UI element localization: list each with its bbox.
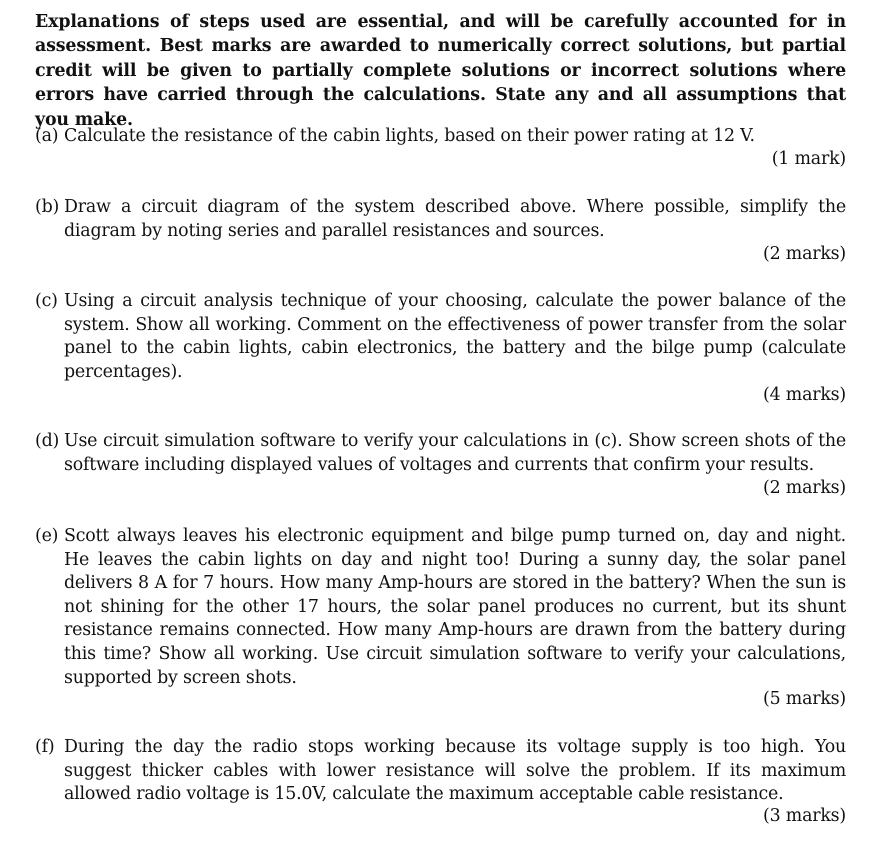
question-e [35,525,846,690]
question-label: (f) [35,737,55,757]
marks-c: (4 marks) [763,385,846,405]
question-label: (d) [35,431,60,451]
question-a [35,125,846,149]
question-text: Draw a circuit diagram of the system described above. Where possible, simplify the diagram by noting series and parallel resistances and sources. [64,197,846,241]
question-c [35,290,846,384]
question-text: Using a circuit analysis technique of your choosing, calculate the power balance of the system. Show all working. Comment on the effectiveness of power transfer from the solar panel to the cabin lights, cabin electronics, the battery and the bilge pump (calculate percentages). [64,291,846,382]
question-label: (a) [35,126,59,146]
question-text: During the day the radio stops working because its voltage supply is too high. You suggest thicker cables with lower resistance will solve the problem. If its maximum allowed radio voltage is 15.0V, calculate the maximum acceptable cable resistance. [64,737,846,805]
marks-a: (1 mark) [771,149,846,169]
instructions-paragraph: Explanations of steps used are essential, and will be carefully accounted for in assessment. Best marks are awarded to numerically correct solutions, but partial credit will be given to partially complete solutions or incorrect solutions where errors have carried through the calculations. State any and all assumptions that you make. [35,12,846,130]
marks-d: (2 marks) [763,478,846,498]
question-label: (b) [35,197,60,217]
marks-f: (3 marks) [763,806,846,826]
question-d [35,430,846,477]
question-text: Use circuit simulation software to verify your calculations in (c). Show screen shots of the software including displayed values of voltages and currents that confirm your results. [64,431,846,475]
question-b [35,196,846,243]
question-text: Calculate the resistance of the cabin lights, based on their power rating at 12 V. [64,126,755,146]
question-f [35,736,846,807]
question-label: (c) [35,291,58,311]
marks-b: (2 marks) [763,244,846,264]
question-text: Scott always leaves his electronic equipment and bilge pump turned on, day and night. He leaves the cabin lights on day and night too! During a sunny day, the solar panel delivers 8 A for 7 hours. How many Amp-hours are stored in the battery? When the sun is not shining for the other 17 hours, the solar panel produces no current, but its shunt resistance remains connected. How many Amp-hours are drawn from the battery during this time? Show all working. Use circuit simulation software to verify your calculations, supported by screen shots. [64,526,846,688]
marks-e: (5 marks) [763,689,846,709]
question-label: (e) [35,526,59,546]
document-page [35,10,846,826]
